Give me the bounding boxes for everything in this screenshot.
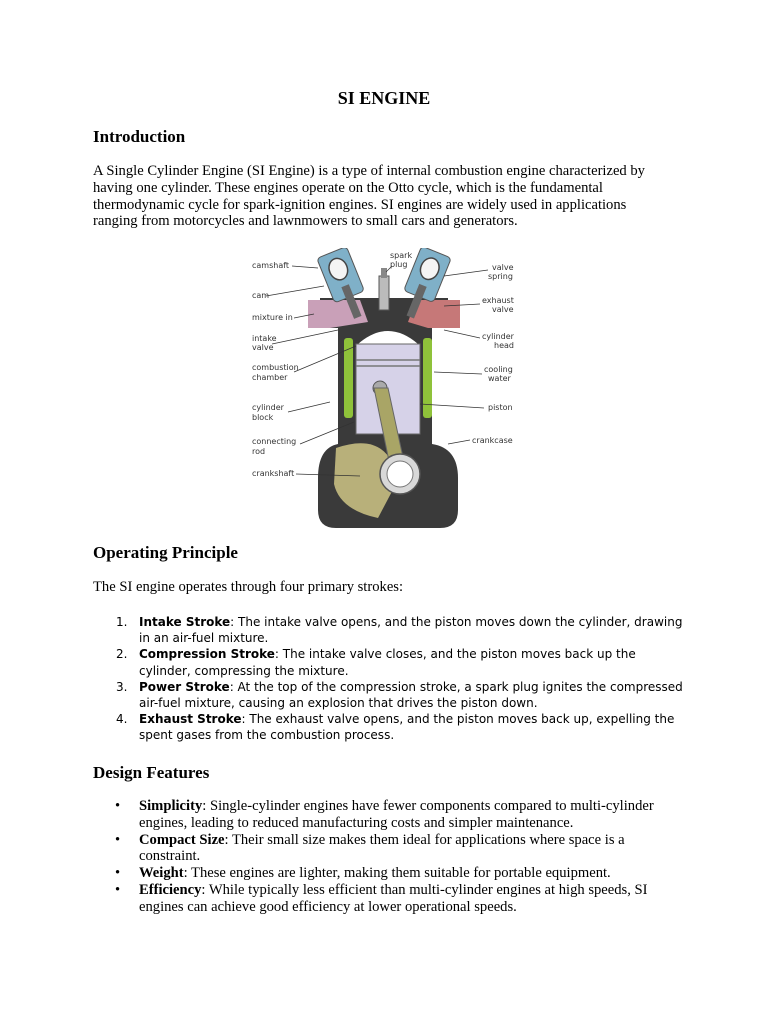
label-crankshaft: crankshaft [252, 469, 295, 478]
label-spark-plug-2: plug [390, 260, 408, 269]
label-intake-valve-2: valve [252, 343, 274, 352]
label-cylinder-block-2: block [252, 413, 274, 422]
list-item: • Simplicity: Single-cylinder engines have fewer components compared to multi-cylinder engines, leading to reduced manufacturing costs and simpler maintenance. [115, 798, 654, 831]
introduction-heading: Introduction [93, 127, 186, 146]
list-item: • Efficiency: While typically less efficient than multi-cylinder engines at high speeds, SI engines can achieve good efficiency at lower operational speeds. [115, 881, 648, 915]
label-cooling-water-1: cooling [484, 365, 513, 374]
page-title: SI ENGINE [337, 88, 431, 108]
design-features-list [113, 798, 673, 916]
list-item: • Compact Size: Their small size makes them ideal for applications where space is a constraint. [115, 831, 625, 865]
label-intake-valve-1: intake [252, 334, 277, 343]
label-camshaft: camshaft [252, 261, 290, 270]
list-item: 3. Power Stroke: At the top of the compression stroke, a spark plug ignites the compressed air-fuel mixture, causing an explosion that drives the piston down. [116, 679, 683, 711]
operating-principle-intro: The SI engine operates through four primary strokes: [93, 579, 404, 595]
operating-principle-heading: Operating Principle [93, 543, 238, 562]
label-cam: cam [252, 291, 270, 300]
cooling-jacket-right [423, 338, 432, 418]
list-item: 1. Intake Stroke: The intake valve opens, and the piston moves down the cylinder, drawing in an air-fuel mixture. [116, 615, 683, 646]
label-cylinder-block-1: cylinder [252, 403, 284, 412]
label-valve-spring-2: spring [488, 272, 513, 281]
list-item: • Weight: These engines are lighter, making them suitable for portable equipment. [115, 865, 611, 882]
label-cylinder-head-1: cylinder [482, 332, 514, 341]
label-piston: piston [488, 403, 513, 412]
label-crankcase: crankcase [472, 436, 513, 445]
label-connecting-rod-2: rod [252, 447, 266, 456]
label-combustion-chamber-1: combustion [252, 363, 299, 372]
label-cooling-water-2: water [488, 374, 511, 383]
label-exhaust-valve-2: valve [492, 305, 514, 314]
introduction-paragraph: A Single Cylinder Engine (SI Engine) is a type of internal combustion engine characterized by having one cylinder. These engines operate on the Otto cycle, which is the fundamental thermodynamic cycle for spark-ignition engines. SI engines are widely used in applications ranging from motorcycles and lawnmowers to small cars and generators. [93, 163, 645, 230]
engine-diagram [248, 248, 520, 532]
label-valve-spring-1: valve [492, 263, 514, 272]
label-exhaust-valve-1: exhaust [482, 296, 514, 305]
cooling-jacket-left [344, 338, 353, 418]
label-connecting-rod-1: connecting [252, 437, 297, 446]
label-cylinder-head-2: head [494, 341, 514, 350]
list-item: 4. Exhaust Stroke: The exhaust valve opens, and the piston moves back up, expelling the spent gases from the combustion process. [116, 712, 675, 743]
strokes-list [113, 614, 683, 744]
label-spark-plug-1: spark [390, 251, 413, 260]
label-combustion-chamber-2: chamber [252, 373, 288, 382]
design-features-heading: Design Features [93, 763, 210, 782]
label-mixture-in: mixture in [252, 313, 293, 322]
spark-plug [379, 276, 389, 310]
list-item: 2. Compression Stroke: The intake valve closes, and the piston moves back up the cylinder, compressing the mixture. [116, 647, 636, 678]
